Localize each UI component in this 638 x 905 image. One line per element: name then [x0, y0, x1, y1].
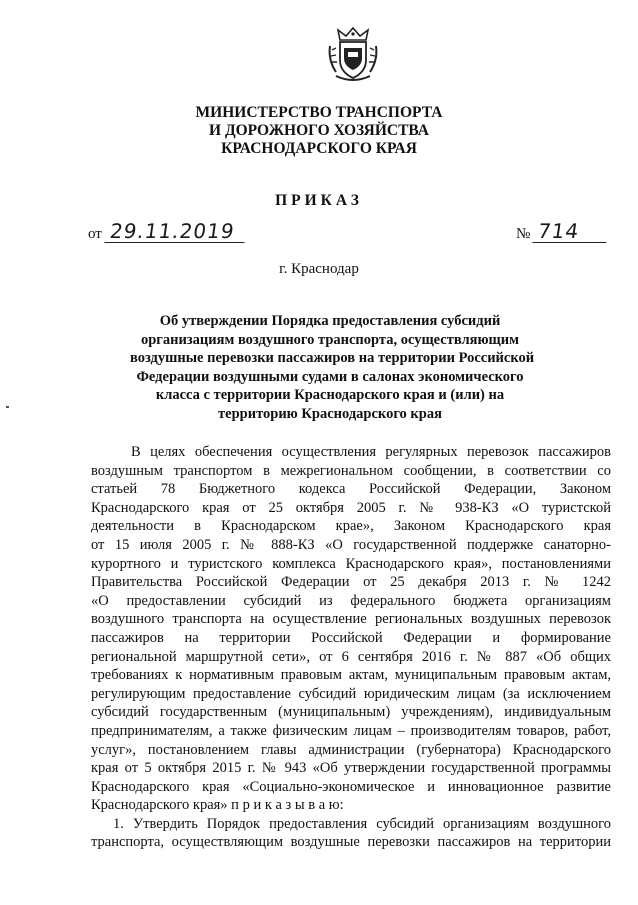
body-line: «О предоставлении субсидий из федерального бюджета организациям	[91, 592, 611, 609]
number-prefix: №	[516, 226, 531, 242]
body-text	[91, 443, 611, 852]
title-line: воздушные перевозки пассажиров на территории Российской	[130, 350, 535, 367]
number-field	[516, 220, 608, 243]
body-line: региональной маршрутной сети», от 6 сентября 2016 г. № 887 «Об общих	[91, 648, 611, 665]
title-line: организациям воздушного транспорта, осуществляющим	[140, 331, 520, 348]
number-value: 714	[532, 220, 609, 243]
body-line: деятельности в Краснодарском крае», Законом Краснодарского края	[91, 518, 611, 535]
title-line: Федерации воздушными судами в салонах экономического	[136, 368, 524, 385]
body-line: субсидий государственным (муниципальным) учреждениям), индивидуальным	[91, 704, 611, 721]
body-line: Краснодарского края» п р и к а з ы в а ю:	[91, 797, 344, 814]
ministry-line: КРАСНОДАРСКОГО КРАЯ	[221, 140, 417, 157]
body-line: Правительства Российской Федерации от 25 декабря 2013 г. № 1242	[91, 574, 611, 591]
body-line: воздушного транспорта на осуществление региональных воздушных перевозок	[91, 611, 611, 628]
body-line: услуг», постановлением главы администрации (губернатора) Краснодарского	[91, 741, 611, 758]
krasnodar-coat-of-arms-icon	[326, 26, 380, 84]
body-line: Краснодарского края «Социально-экономическое и инновационное развитие	[91, 778, 611, 795]
date-prefix: от	[88, 226, 102, 242]
ministry-line: И ДОРОЖНОГО ХОЗЯЙСТВА	[209, 122, 429, 139]
body-line: края от 5 октября 2015 г. № 943 «Об утверждении государственной программы	[91, 760, 611, 777]
body-line: от 15 июля 2005 г. № 888-КЗ «О государственной поддержке санаторно-	[91, 536, 611, 553]
body-line: статьей 78 Бюджетного кодекса Российской Федерации, Законом	[91, 481, 611, 498]
body-line: В целях обеспечения осуществления регулярных перевозок пассажиров	[131, 444, 611, 460]
title-line: класса с территории Краснодарского края и (или) на	[155, 387, 505, 404]
title-line: Об утверждении Порядка предоставления субсидий	[159, 313, 501, 329]
order-title	[130, 312, 535, 424]
body-line: воздушным транспортом в межрегиональном сообщении, в соответствии со	[91, 462, 611, 479]
body-line: Краснодарского края от 25 октября 2005 г. № 938-КЗ «О туристской	[91, 499, 611, 516]
city: г. Краснодар	[279, 261, 359, 277]
margin-mark	[6, 406, 9, 408]
body-line: 1. Утвердить Порядок предоставления субсидий организациям воздушного	[113, 815, 611, 832]
ministry-line: МИНИСТЕРСТВО ТРАНСПОРТА	[195, 104, 443, 121]
document-type: ПРИКАЗ	[275, 192, 363, 209]
date-value: 29.11.2019	[104, 220, 247, 243]
body-line: требованиях к нормативным правовым актам, муниципальным правовым актам,	[91, 667, 611, 684]
body-line: регулирующим предоставление субсидий юридическим лицам (за исключением	[91, 685, 611, 702]
title-line: территорию Краснодарского края	[218, 405, 442, 422]
body-line: пассажиров на территории Российской Федерации и формирование	[91, 629, 611, 646]
body-line: курортного и туристского комплекса Краснодарского края», постановлениями	[91, 555, 611, 572]
body-line: транспорта, осуществляющим воздушные перевозки пассажиров на территории	[91, 834, 611, 851]
ministry-name	[0, 104, 638, 158]
body-line: предпринимателям, а также физическим лицам – производителям товаров, работ,	[91, 722, 611, 739]
date-field	[88, 220, 246, 243]
